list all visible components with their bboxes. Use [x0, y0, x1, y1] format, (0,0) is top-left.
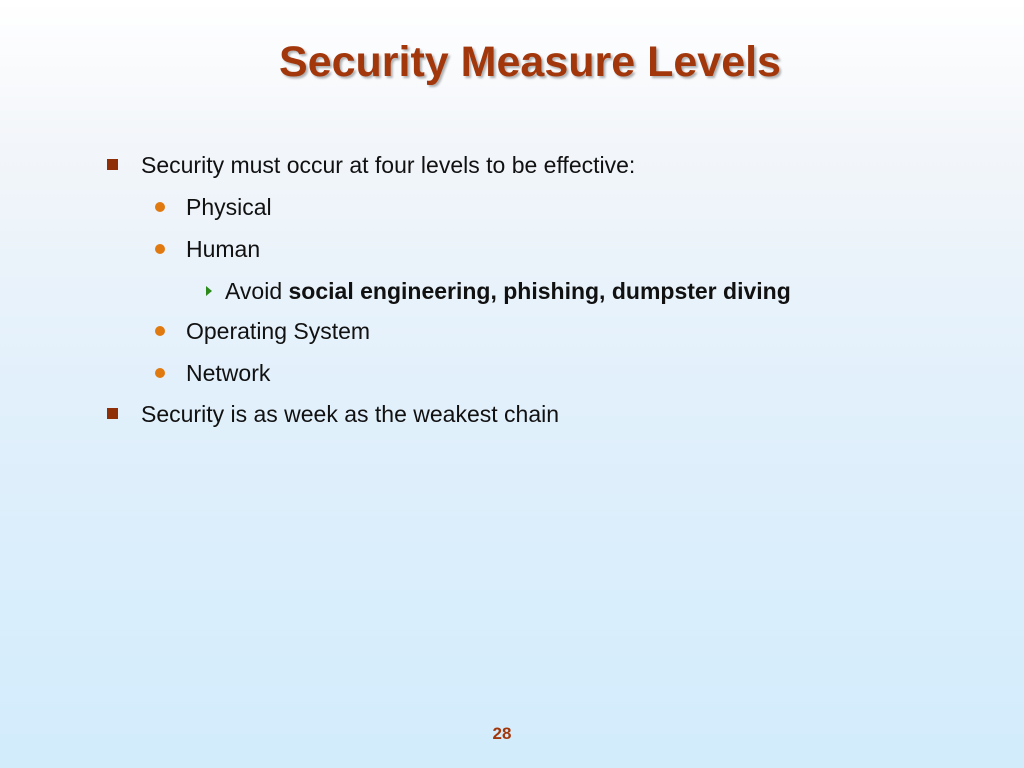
circle-bullet-icon	[155, 368, 165, 378]
square-bullet-icon	[107, 159, 118, 170]
circle-bullet-icon	[155, 244, 165, 254]
page-number: 28	[492, 724, 512, 743]
bullet-item: Security must occur at four levels to be effective:	[141, 152, 636, 178]
avoid-emphasis: social engineering, phishing, dumpster diving	[288, 278, 791, 304]
triangle-bullet-icon	[206, 286, 212, 296]
bullet-item-avoid	[225, 277, 791, 305]
avoid-prefix: Avoid	[225, 278, 289, 304]
circle-bullet-icon	[155, 202, 165, 212]
square-bullet-icon	[107, 408, 118, 419]
bullet-item-operating-system: Operating System	[186, 318, 371, 344]
bullet-item-physical: Physical	[186, 194, 272, 220]
bullet-item: Security is as week as the weakest chain	[141, 401, 560, 427]
circle-bullet-icon	[155, 326, 165, 336]
bullet-item-human: Human	[186, 236, 261, 262]
slide-title: Security Measure Levels	[279, 38, 781, 86]
bullet-item-network: Network	[186, 360, 271, 386]
